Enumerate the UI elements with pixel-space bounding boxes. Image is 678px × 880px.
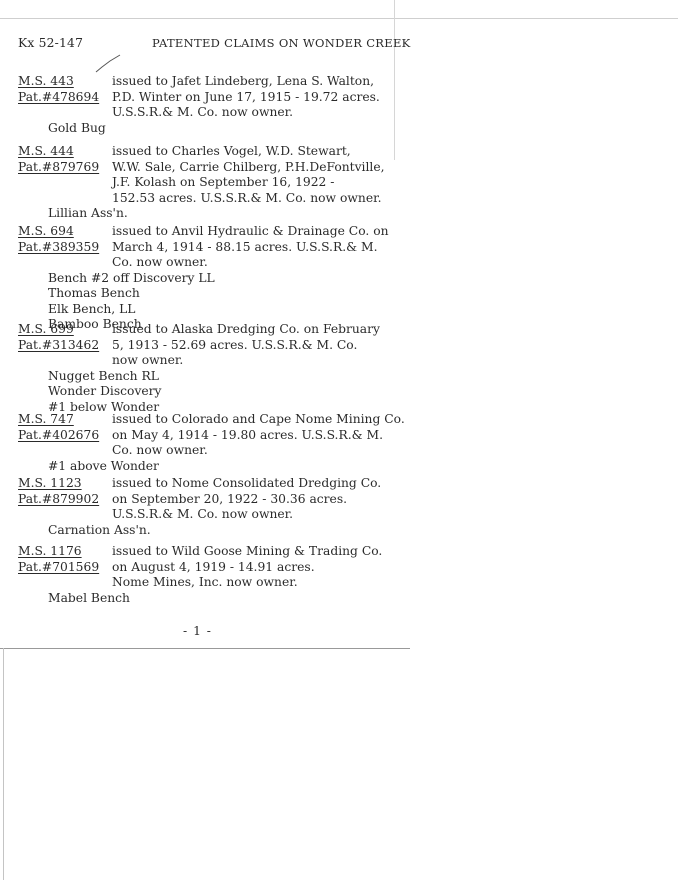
description-line: 5, 1913 - 52.69 acres. U.S.S.R.& M. Co. [112,337,358,352]
claim-name: #1 below Wonder [48,399,160,414]
description-line: Co. now owner. [112,255,208,269]
patent-number: Pat.#402676 [18,427,100,442]
description-line: P.D. Winter on June 17, 1915 - 19.72 acres. [112,89,380,104]
claim-name: #1 above Wonder [48,458,159,473]
mineral-survey-number: M.S. 443 [18,74,74,88]
page-bottom-rule [0,648,410,649]
mineral-survey-number: M.S. 444 [18,144,74,158]
claim-entry [18,412,618,474]
handwritten-check-mark [94,52,124,74]
description-line: U.S.S.R.& M. Co. now owner. [112,507,294,521]
description-line: issued to Wild Goose Mining & Trading Co. [112,544,383,558]
description-line: on August 4, 1919 - 14.91 acres. [112,559,315,574]
page-number: - 1 - [183,624,212,638]
claim-name: Gold Bug [48,120,106,135]
description-line: Nome Mines, Inc. now owner. [112,575,298,589]
claim-name: Nugget Bench RL [48,368,159,383]
document-reference: Kx 52-147 [18,36,84,50]
claim-name: Bench #2 off Discovery LL [48,270,215,285]
claim-name: Wonder Discovery [48,384,162,398]
description-line: issued to Jafet Lindeberg, Lena S. Walton, [112,74,375,88]
mineral-survey-number: M.S. 747 [18,412,74,426]
claim-name: Elk Bench, LL [48,301,136,316]
description-line: now owner. [112,353,184,367]
claim-name: Carnation Ass'n. [48,522,151,537]
claim-name: Lillian Ass'n. [48,206,128,220]
claim-entry [18,224,618,333]
mineral-survey-number: M.S. 1123 [18,476,82,490]
mineral-survey-number: M.S. 699 [18,322,74,336]
description-line: issued to Nome Consolidated Dredging Co. [112,476,382,490]
patent-number: Pat.#879902 [18,491,100,506]
description-line: March 4, 1914 - 88.15 acres. U.S.S.R.& M. [112,239,378,254]
claim-name: Thomas Bench [48,286,140,300]
description-line: W.W. Sale, Carrie Chilberg, P.H.DeFontville, [112,159,385,174]
patent-number: Pat.#313462 [18,337,100,352]
claim-entry [18,74,618,136]
description-line: issued to Charles Vogel, W.D. Stewart, [112,144,351,158]
patent-number: Pat.#389359 [18,239,100,254]
claim-name: Mabel Bench [48,590,130,605]
top-rule [0,18,678,19]
patent-number: Pat.#701569 [18,559,100,574]
description-line: J.F. Kolash on September 16, 1922 - [112,175,335,189]
patent-number: Pat.#478694 [18,89,100,104]
description-line: on September 20, 1922 - 30.36 acres. [112,491,348,506]
document-title: PATENTED CLAIMS ON WONDER CREEK [152,36,411,50]
description-line: Co. now owner. [112,443,208,457]
claim-entry [18,322,618,415]
description-line: on May 4, 1914 - 19.80 acres. U.S.S.R.& M. [112,427,383,442]
left-edge-line [3,648,4,880]
description-line: issued to Colorado and Cape Nome Mining Co. [112,412,405,426]
mineral-survey-number: M.S. 1176 [18,544,82,558]
claim-entry [18,144,618,222]
description-line: issued to Anvil Hydraulic & Drainage Co. on [112,224,389,238]
description-line: issued to Alaska Dredging Co. on February [112,322,380,336]
claim-entry [18,544,618,606]
claim-entry [18,476,618,538]
patent-number: Pat.#879769 [18,159,100,174]
description-line: U.S.S.R.& M. Co. now owner. [112,105,294,119]
mineral-survey-number: M.S. 694 [18,224,74,238]
claim-name: Bamboo Bench [48,317,142,331]
description-line: 152.53 acres. U.S.S.R.& M. Co. now owner. [112,190,382,205]
